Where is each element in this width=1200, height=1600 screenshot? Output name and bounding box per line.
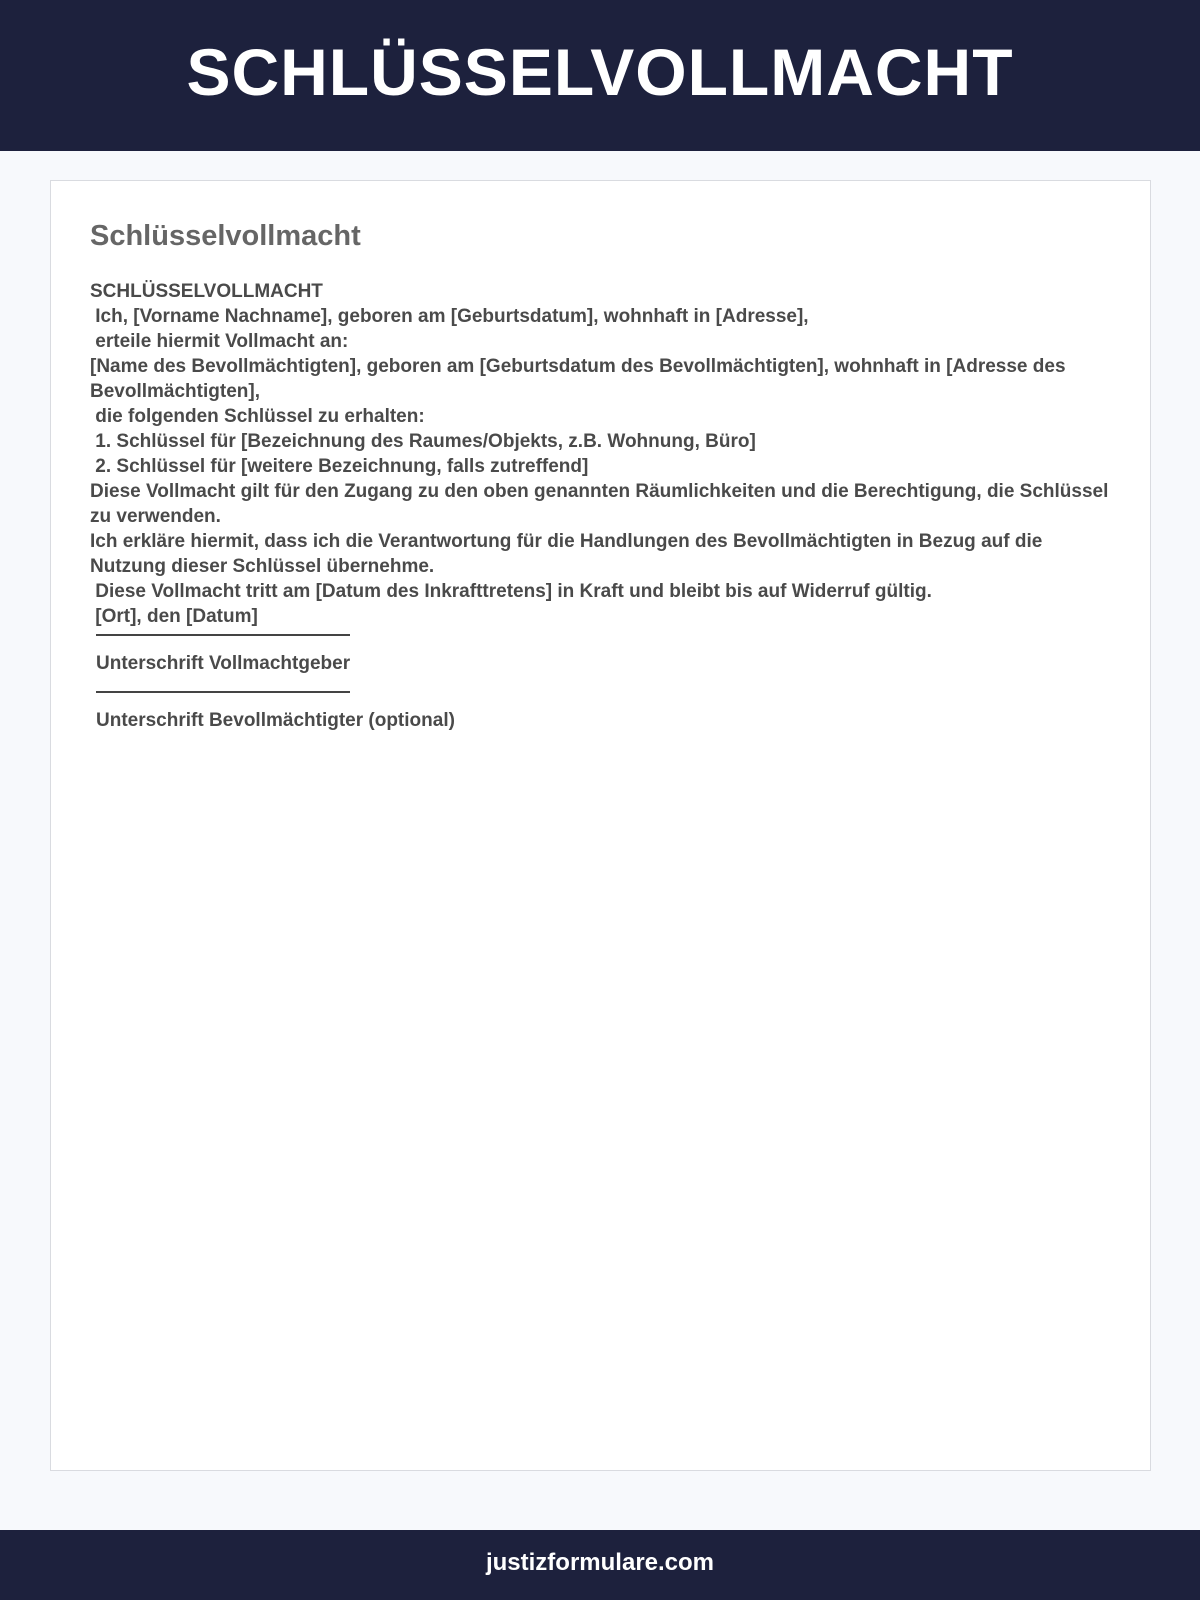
signature-label-agent: Unterschrift Bevollmächtigter (optional) bbox=[96, 710, 455, 731]
footer-site-link[interactable]: justizformulare.com bbox=[485, 1549, 715, 1576]
document-line: Ich erkläre hiermit, dass ich die Verantwortung für die Handlungen des Bevollmächtigten in Bezug auf die Nutzung dieser Schlüssel übernehme. bbox=[90, 531, 1048, 577]
signature-line-principal bbox=[96, 634, 350, 636]
document-line: [Ort], den [Datum] bbox=[90, 606, 258, 627]
document-body bbox=[90, 279, 1114, 629]
page-header bbox=[0, 0, 1200, 151]
document-line: 2. Schlüssel für [weitere Bezeichnung, falls zutreffend] bbox=[90, 456, 589, 477]
signature-block bbox=[90, 634, 1111, 733]
page-footer bbox=[0, 1530, 1200, 1600]
document-line: SCHLÜSSELVOLLMACHT bbox=[90, 281, 323, 302]
signature-line-agent bbox=[96, 691, 350, 693]
document-line: Diese Vollmacht gilt für den Zugang zu den oben genannten Räumlichkeiten und die Berechtigung, die Schlüssel zu verwenden. bbox=[90, 481, 1114, 527]
document-line: 1. Schlüssel für [Bezeichnung des Raumes/Objekts, z.B. Wohnung, Büro] bbox=[90, 431, 756, 452]
document-line: Diese Vollmacht tritt am [Datum des Inkrafttretens] in Kraft und bleibt bis auf Widerruf gültig. bbox=[90, 581, 932, 602]
document-line: Ich, [Vorname Nachname], geboren am [Geburtsdatum], wohnhaft in [Adresse], bbox=[90, 306, 809, 327]
document-line: erteile hiermit Vollmacht an: bbox=[90, 331, 349, 352]
signature-label-principal: Unterschrift Vollmachtgeber bbox=[96, 653, 351, 674]
document-card bbox=[50, 180, 1151, 1471]
document-title: Schlüsselvollmacht bbox=[90, 220, 361, 252]
header-title: SCHLÜSSELVOLLMACHT bbox=[186, 34, 1014, 109]
document-line: die folgenden Schlüssel zu erhalten: bbox=[90, 406, 425, 427]
document-line: [Name des Bevollmächtigten], geboren am [Geburtsdatum des Bevollmächtigten], wohnhaft in [Adresse des Bevollmächtigten], bbox=[90, 356, 1071, 402]
